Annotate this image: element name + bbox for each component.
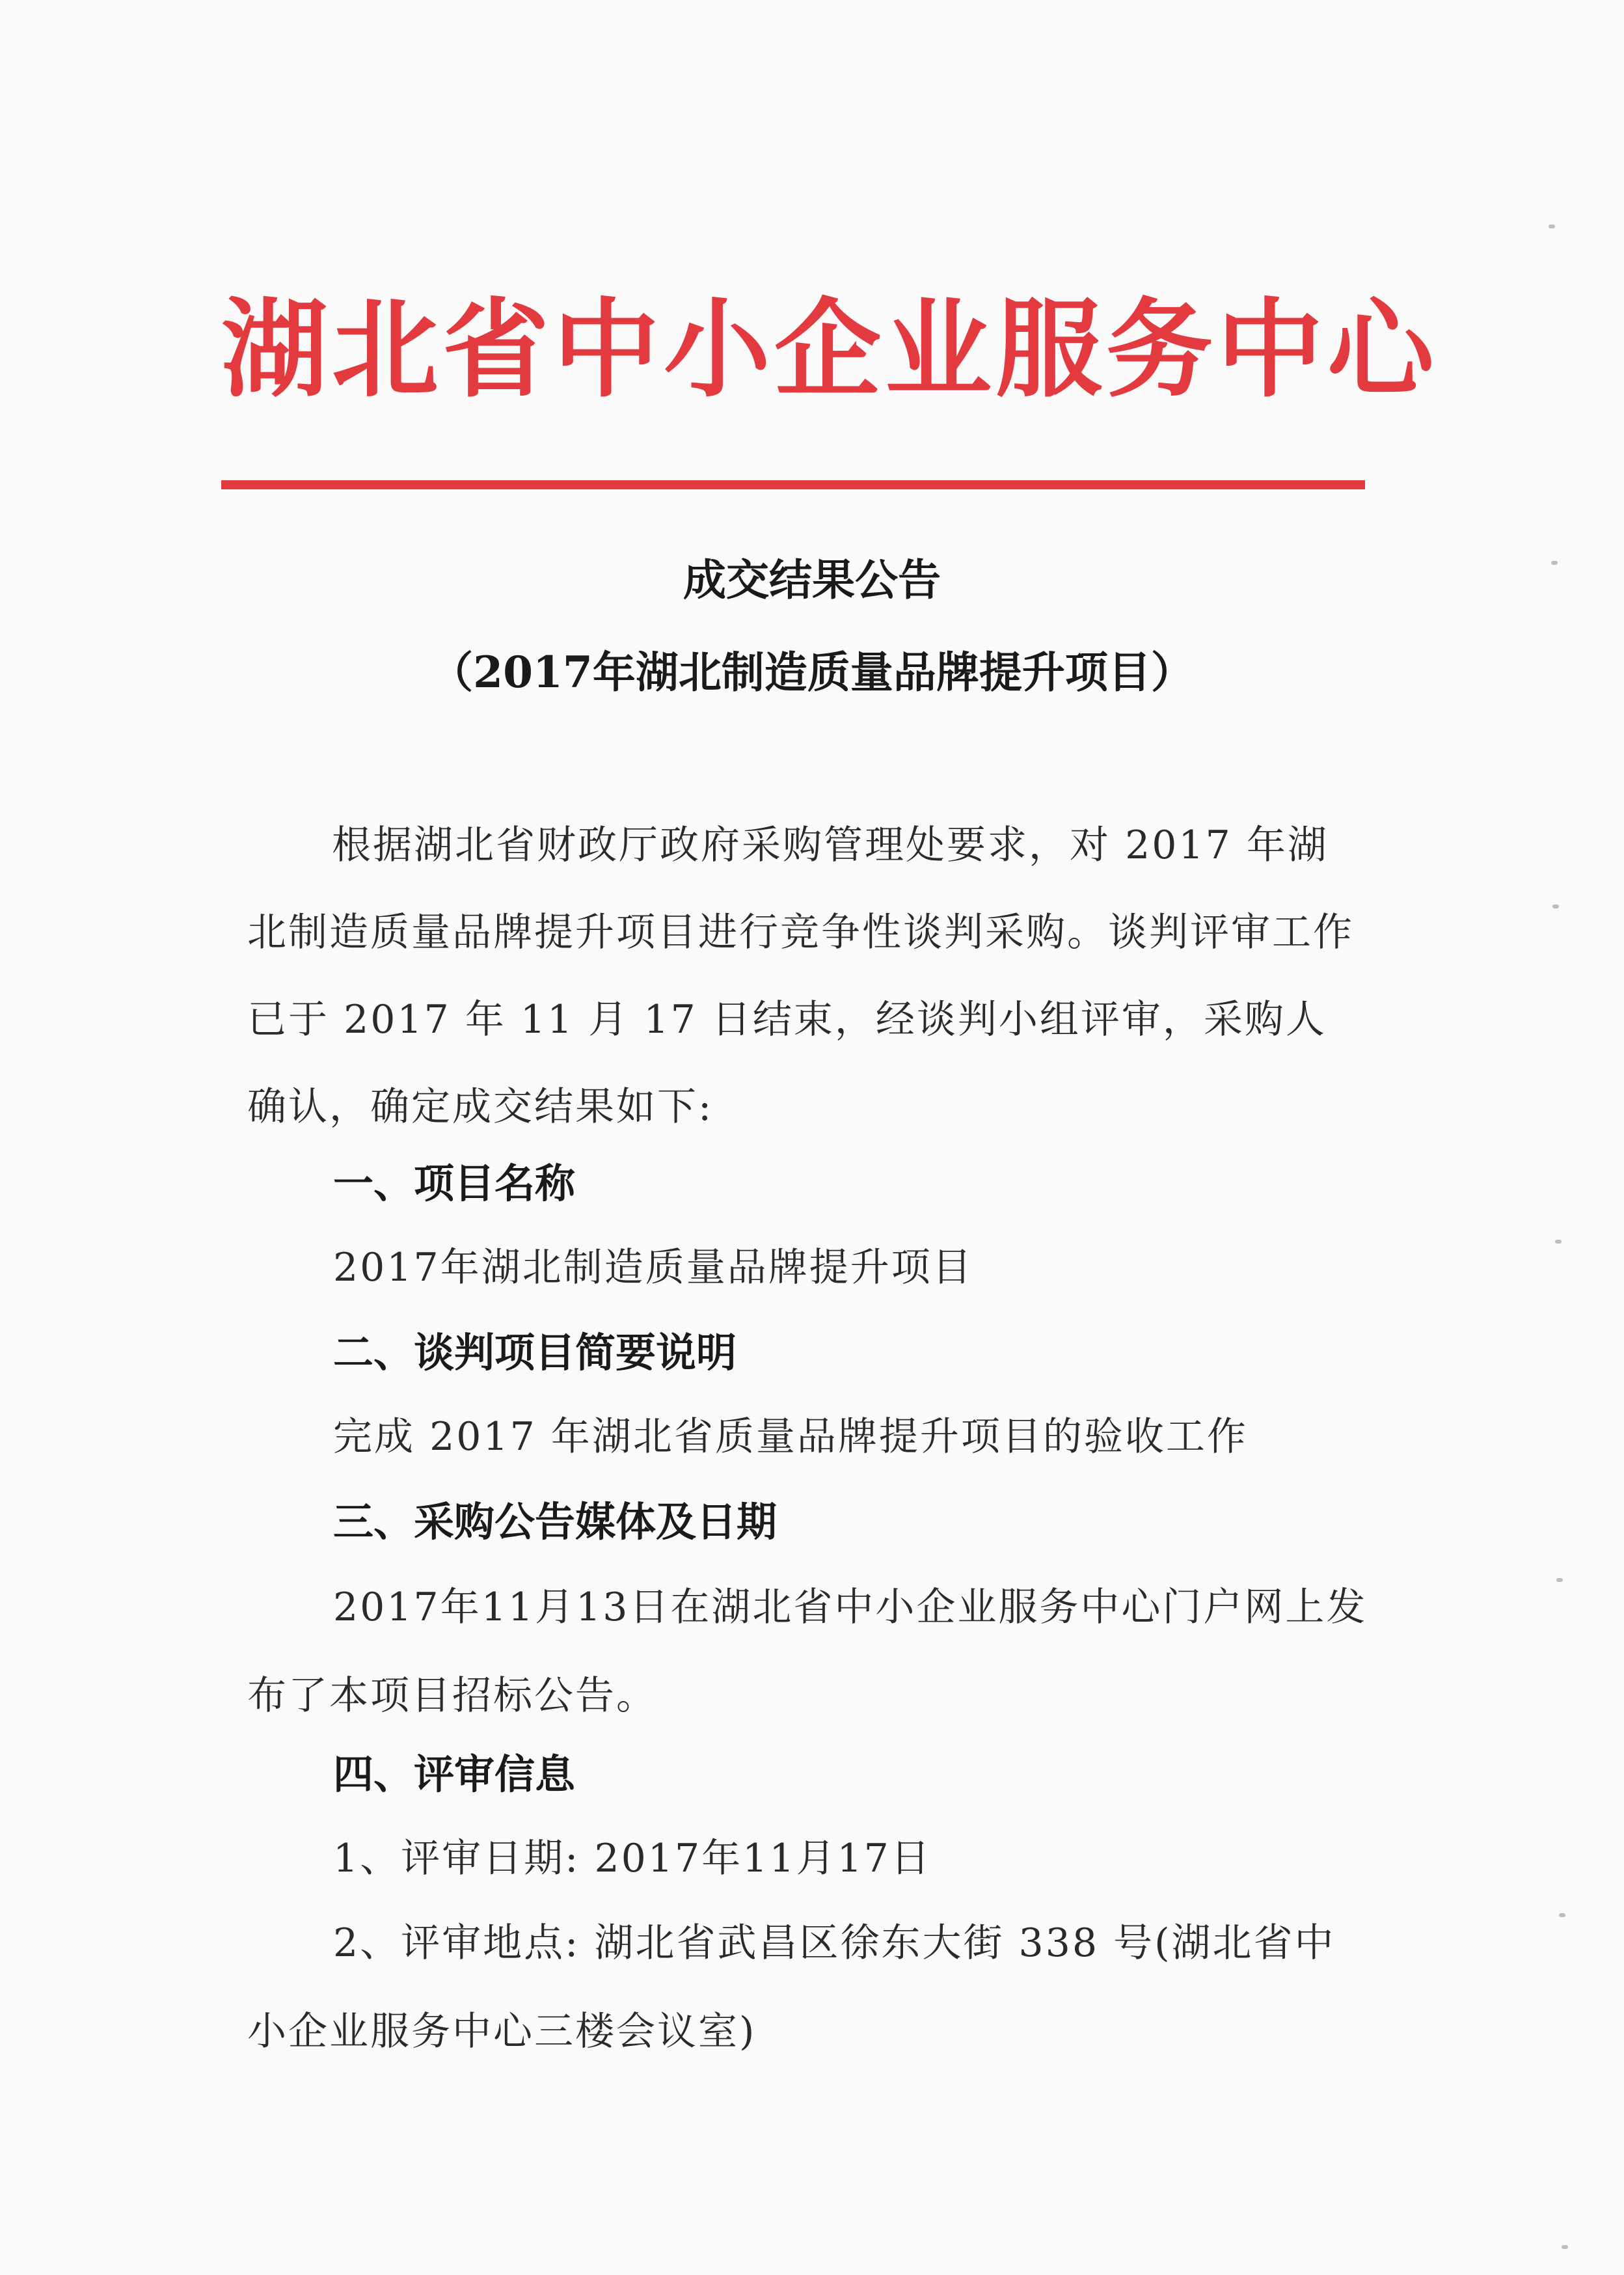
notice-subtitle: （2017年湖北制造质量品牌提升项目） (430, 647, 1194, 698)
letterhead-org-name: 湖北省中小企业服务中心 (221, 286, 1439, 412)
review-location-block (247, 1899, 1373, 2076)
scan-mark (1549, 225, 1555, 228)
section-heading-project-name: 一、项目名称 (333, 1160, 576, 1207)
section-heading-announcement-media: 三、采购公告媒体及日期 (333, 1498, 778, 1546)
section-heading-review-info: 四、评审信息 (333, 1751, 576, 1798)
section-content-announcement-media (247, 1563, 1373, 1740)
scan-mark (1562, 2245, 1568, 2249)
scan-mark (1551, 561, 1558, 565)
scan-mark (1552, 905, 1559, 908)
section-heading-project-summary: 二、谈判项目简要说明 (333, 1329, 737, 1376)
scan-mark (1556, 1578, 1563, 1582)
scan-mark (1559, 1913, 1565, 1917)
section-content-project-name: 2017年湖北制造质量品牌提升项目 (333, 1245, 973, 1290)
intro-paragraph (247, 802, 1366, 1151)
section-content-project-summary: 完成 2017 年湖北省质量品牌提升项目的验收工作 (333, 1414, 1248, 1460)
announcement-media-text: 2017年11月13日在湖北省中小企业服务中心门户网上发布了本项目招标公告。 (247, 1585, 1368, 1719)
review-location: 2、评审地点: 湖北省武昌区徐东大街 338 号(湖北省中小企业服务中心三楼会议室) (247, 1920, 1336, 2054)
intro-text: 根据湖北省财政厅政府采购管理处要求，对 2017 年湖北制造质量品牌提升项目进行竞争性谈判采购。谈判评审工作已于 2017 年 11 月 17 日结束，经谈判小组评审，采购人确认，确定成交结果如下: (247, 823, 1354, 1130)
review-date: 1、评审日期: 2017年11月17日 (333, 1836, 932, 1881)
notice-title: 成交结果公告 (683, 554, 941, 605)
scan-mark (1555, 1240, 1562, 1244)
letterhead-red-rule (221, 480, 1365, 489)
